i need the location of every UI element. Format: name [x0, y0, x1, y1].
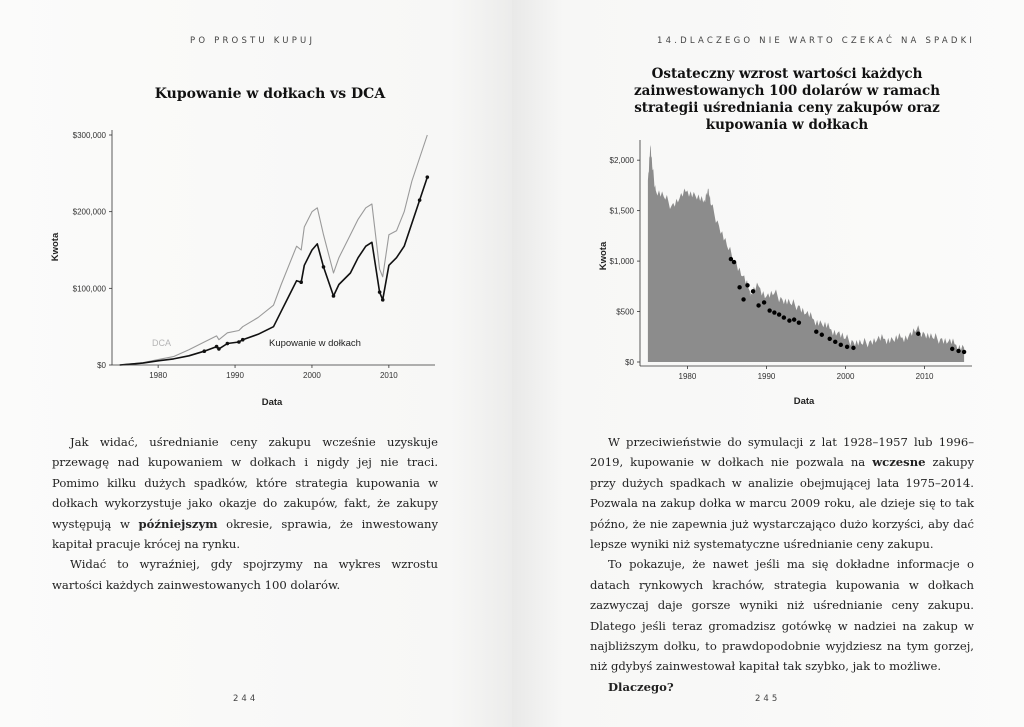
chart1-y-tick-label: $100,000 [72, 284, 106, 294]
chart1-xlabel: Data [261, 397, 283, 408]
chart2-x-tick-label: 1990 [757, 372, 776, 381]
chart2-dip-point [916, 332, 920, 336]
chart1-dip-point [237, 340, 241, 344]
chart2-ylabel: Kwota [598, 241, 609, 271]
chart2-dip-point [797, 320, 801, 324]
chart1-dip-point [418, 198, 422, 202]
chart1-y-tick-label: $200,000 [72, 207, 106, 217]
chart1-dip-point [332, 294, 336, 298]
chart2-dip-point [751, 289, 755, 293]
chart1-dip-point [226, 342, 230, 346]
chart2-y-tick-label: $1,500 [609, 206, 634, 216]
chart1-x-tick-label: 1990 [226, 371, 244, 380]
chart2-x-tick-label: 2000 [836, 372, 855, 381]
chart2-dip-point [814, 330, 818, 334]
chart2-dip-point [745, 283, 749, 287]
chart2-x-tick-label: 1980 [678, 372, 697, 381]
chart2-dip-point [729, 257, 733, 261]
chart1-annotation-dip: Kupowanie w dołkach [269, 338, 361, 349]
chart2-y-tick-label: $1,000 [609, 257, 634, 267]
chart1-dip-point [299, 280, 303, 284]
chart2-dip-point [737, 285, 741, 289]
chart2-y-tick-label: $2,000 [609, 156, 634, 166]
chart1 [40, 120, 440, 415]
chart1-dip-point [217, 347, 221, 351]
left-paragraph-2: Widać to wyraźniej, gdy spojrzymy na wykres wzrostu wartości każdych zainwestowanych 100 dolarów. [52, 557, 438, 592]
chart2 [582, 138, 982, 418]
chart2-dip-point [956, 349, 960, 353]
page-number-right: 245 [755, 694, 781, 704]
left-paragraph-1: Jak widać, uśrednianie ceny zakupu wcześnie uzyskuje przewagę nad kupowaniem w dołkach i nigdy jej nie traci. Pomimo kilku dużych spadków, które strategia kupowania w dołkach wykorzystuje jako okazje do zakupów, fakt, że zakupy występują w późniejszym okresie, sprawia, że inwestowany kapitał pracuje krócej na rynku. [52, 435, 438, 552]
right-paragraph-2: To pokazuje, że nawet jeśli ma się dokładne informacje o datach rynkowych krachów, strategia kupowania w dołkach zazwyczaj daje gorsze wyniki niż uśrednianie ceny zakupu. Dlatego jeśli teraz gromadzisz gotówkę w nadziei na zakup w najbliższym dołku, to prawdopodobnie wyjdziesz na tym gorzej, niż gdybyś zainwestował kapitał tak szybko, jak to możliwe. [590, 557, 974, 674]
chart2-dip-point [851, 346, 855, 350]
chart2-dip-point [820, 333, 824, 337]
chart1-dip-point [426, 175, 430, 179]
chart1-dip-point [378, 290, 382, 294]
chart1-y-tick-label: $300,000 [72, 131, 106, 140]
left-body-text [52, 432, 438, 595]
chart1-dip-point [241, 338, 245, 342]
chart1-dip-point [202, 349, 206, 353]
running-head-right: 14.DLACZEGO NIE WARTO CZEKAĆ NA SPADKI [657, 36, 976, 46]
chart2-dip-point [732, 260, 736, 264]
chart2-dip-point [767, 308, 771, 312]
chart1-y-tick-label: $0 [97, 361, 106, 370]
chart2-y-tick-label: $0 [625, 358, 634, 367]
right-paragraph-3: Dlaczego? [608, 679, 674, 694]
chart1-x-tick-label: 2000 [303, 371, 321, 380]
chart2-dip-point [762, 300, 766, 304]
chart2-dip-point [839, 343, 843, 347]
chart1-series-dca [120, 135, 428, 365]
chart2-x-tick-label: 2010 [915, 372, 934, 381]
chart2-dip-point [833, 340, 837, 344]
chart2-area-dca [648, 145, 964, 362]
chart2-dip-point [782, 315, 786, 319]
chart1-ylabel: Kwota [50, 232, 61, 262]
right-paragraph-1: W przeciwieństwie do symulacji z lat 1928–1957 lub 1996–2019, kupowanie w dołkach nie pozwala na wczesne zakupy przy dużych spadkach w analizie obejmującej lata 1975–2014. Pozwala na zakup dołka w marcu 2009 roku, ale dzieje się to tak późno, że nie zapewnia już wystarczająco dużo korzyści, aby dać lepsze wyniki niż systematyczne uśrednianie ceny zakupu. [590, 435, 974, 552]
chart2-y-tick-label: $500 [616, 307, 634, 317]
chart2-dip-point [962, 350, 966, 354]
chart1-dip-point [322, 265, 326, 269]
chart2-dip-point [845, 345, 849, 349]
running-head-left: PO PROSTU KUPUJ [190, 36, 316, 46]
chart2-dip-point [828, 337, 832, 341]
chart1-x-tick-label: 1980 [149, 371, 168, 380]
chart2-title: Ostateczny wzrost wartości każdych zainwestowanych 100 dolarów w ramach strategii uśredniania ceny zakupów oraz kupowania w dołkach [633, 66, 941, 133]
chart2-dip-point [741, 297, 745, 301]
chart1-dip-point [381, 298, 385, 302]
chart2-dip-point [787, 318, 791, 322]
chart2-dip-point [777, 312, 781, 316]
chart1-x-tick-label: 2010 [379, 371, 398, 380]
chart1-title: Kupowanie w dołkach vs DCA [154, 86, 386, 102]
chart2-dip-point [772, 310, 776, 314]
chart1-series-dips [120, 177, 428, 365]
right-body-text [590, 432, 974, 697]
chart2-xlabel: Data [793, 396, 815, 407]
right-page [512, 0, 1024, 727]
chart2-dip-point [792, 317, 796, 321]
page-number-left: 244 [233, 694, 259, 704]
chart2-dip-point [756, 303, 760, 307]
chart1-annotation-dca: DCA [152, 338, 172, 348]
chart2-dip-point [950, 347, 954, 351]
